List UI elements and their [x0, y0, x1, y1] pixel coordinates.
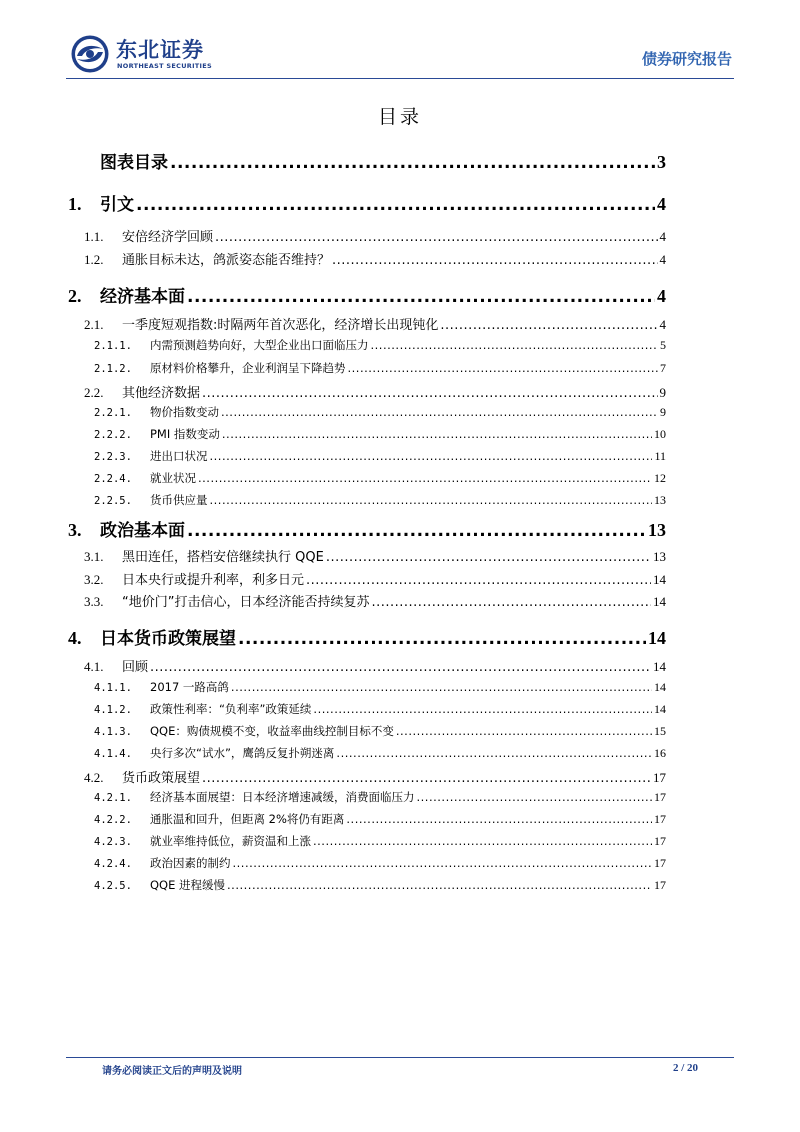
toc-dot-leader: [332, 253, 657, 268]
toc-entry-label: 黑田连任，搭档安倍继续执行 QQE: [122, 550, 324, 565]
toc-entry-label: 就业状况: [150, 471, 196, 485]
disclaimer-note: 请务必阅读正文后的声明及说明: [102, 1066, 242, 1077]
toc-dot-leader: [371, 595, 651, 610]
toc-entry-label: 原材料价格攀升，企业利润呈下降趋势: [150, 361, 346, 375]
toc-entry-number: 2.2.2.: [94, 429, 132, 441]
toc-entry[interactable]: [68, 382, 666, 401]
toc-entry-label: 通胀目标未达，鸽派姿态能否维持？: [122, 253, 331, 268]
toc-entry-label: 引文: [100, 195, 134, 215]
toc-entry[interactable]: [68, 314, 666, 333]
toc-entry[interactable]: [68, 679, 666, 695]
toc-entry-number: 4.2.5.: [94, 880, 132, 892]
toc-entry[interactable]: [68, 701, 666, 717]
toc-entry-page: 17: [654, 812, 666, 826]
toc-dot-leader: [306, 573, 651, 588]
report-type-label: 债券研究报告: [641, 50, 732, 68]
toc-dot-leader: [326, 550, 651, 565]
toc-entry-page: 17: [654, 878, 666, 892]
toc-entry[interactable]: [68, 148, 666, 173]
toc-entry[interactable]: [68, 656, 666, 675]
header-divider: [66, 78, 734, 79]
toc-entry[interactable]: [68, 811, 666, 827]
toc-entry[interactable]: [68, 723, 666, 739]
toc-entry-page: 17: [654, 856, 666, 870]
toc-entry-label: 进出口状况: [150, 449, 208, 463]
toc-entry-number: 4.2.: [84, 770, 104, 785]
toc-entry-page: 14: [653, 659, 666, 674]
toc-entry-number: 2.2.3.: [94, 451, 132, 463]
toc-dot-leader: [222, 427, 652, 441]
toc-entry[interactable]: [68, 492, 666, 508]
toc-dot-leader: [187, 521, 646, 541]
toc-entry-number: 2.2.: [84, 385, 104, 400]
toc-entry-label: 日本货币政策展望: [100, 629, 236, 649]
toc-dot-leader: [313, 834, 652, 848]
toc-entry-page: 4: [659, 317, 666, 332]
toc-entry-label: 政策性利率：“负利率”政策延续: [150, 702, 312, 716]
toc-entry-number: 2.1.1.: [94, 340, 132, 352]
toc-dot-leader: [170, 153, 655, 173]
toc-entry-label: 央行多次“试水”，鹰鸽反复扑朔迷离: [150, 746, 335, 760]
toc-dot-leader: [150, 660, 651, 675]
toc-entry[interactable]: [68, 855, 666, 871]
toc-entry[interactable]: [68, 569, 666, 588]
toc-entry-number: 2.2.5.: [94, 495, 132, 507]
toc-dot-leader: [238, 629, 646, 649]
toc-entry-number: 1.2.: [84, 252, 104, 267]
toc-entry-page: 5: [660, 338, 666, 352]
toc-entry[interactable]: [68, 448, 666, 464]
toc-entry-page: 17: [653, 770, 666, 785]
toc-entry-number: 2.: [68, 286, 82, 306]
toc-entry-number: 3.3.: [84, 594, 104, 609]
toc-dot-leader: [348, 361, 659, 375]
toc-entry-number: 4.1.: [84, 659, 104, 674]
toc-entry-number: 3.1.: [84, 549, 104, 564]
northeast-securities-logo-icon: [70, 34, 110, 74]
toc-dot-leader: [221, 405, 658, 419]
toc-dot-leader: [202, 386, 657, 401]
toc-dot-leader: [396, 724, 652, 738]
page-header: [62, 30, 738, 78]
toc-entry-page: 14: [648, 628, 666, 648]
toc-entry-page: 13: [653, 549, 666, 564]
toc-entry-label: PMI 指数变动: [150, 427, 220, 441]
toc-entry-label: 安倍经济学回顾: [122, 230, 214, 245]
toc-entry-number: 4.2.3.: [94, 836, 132, 848]
toc-entry-number: 2.2.1.: [94, 407, 132, 419]
page-indicator: 2 / 20: [672, 1062, 698, 1074]
toc-entry-number: 1.1.: [84, 229, 104, 244]
toc-dot-leader: [227, 878, 652, 892]
toc-entry[interactable]: [68, 546, 666, 565]
toc-entry-label: 一季度短观指数:时隔两年首次恶化，经济增长出现钝化: [122, 318, 439, 333]
logo-english-text: NORTHEAST SECURITIES: [117, 62, 212, 70]
toc-entry-page: 4: [657, 286, 666, 306]
toc-entry-page: 9: [659, 385, 666, 400]
toc-entry-number: 4.: [68, 628, 82, 648]
footer-divider: [66, 1057, 734, 1058]
toc-entry-page: 4: [657, 194, 666, 214]
toc-dot-leader: [136, 195, 655, 215]
toc-entry-page: 4: [659, 229, 666, 244]
toc-entry-label: 经济基本面展望：日本经济增速减缓，消费面临压力: [150, 790, 415, 804]
toc-entry[interactable]: [68, 226, 666, 245]
toc-entry-label: 政治基本面: [100, 521, 185, 541]
toc-entry[interactable]: [68, 360, 666, 376]
toc-entry-page: 13: [648, 520, 666, 540]
toc-entry-label: 其他经济数据: [122, 386, 201, 401]
toc-dot-leader: [233, 856, 653, 870]
toc-entry[interactable]: [68, 426, 666, 442]
toc-entry-label: QQE：购债规模不变，收益率曲线控制目标不变: [150, 724, 394, 738]
toc-entry-number: 2.2.4.: [94, 473, 132, 485]
toc-entry[interactable]: [68, 516, 666, 541]
toc-dot-leader: [202, 771, 651, 786]
toc-entry-label: 日本央行或提升利率，利多日元: [122, 573, 305, 588]
toc-dot-leader: [231, 680, 652, 694]
toc-entry-page: 17: [654, 790, 666, 804]
logo-chinese-text: 东北证券: [116, 38, 204, 62]
toc-entry-page: 16: [654, 746, 666, 760]
toc-entry-number: 4.1.4.: [94, 748, 132, 760]
toc-entry-label: QQE 进程缓慢: [150, 878, 226, 892]
toc-entry-number: 2.1.2.: [94, 363, 132, 375]
toc-dot-leader: [440, 318, 657, 333]
toc-entry-number: 4.2.2.: [94, 814, 132, 826]
toc-entry-page: 9: [660, 405, 666, 419]
toc-entry-number: 4.2.1.: [94, 792, 132, 804]
toc-entry-label: 经济基本面: [100, 287, 185, 307]
toc-entry-number: 4.1.1.: [94, 682, 132, 694]
toc-entry[interactable]: [68, 789, 666, 805]
toc-entry-number: 3.2.: [84, 572, 104, 587]
toc-entry[interactable]: [68, 404, 666, 420]
toc-entry[interactable]: [68, 282, 666, 307]
toc-entry-number: 1.: [68, 194, 82, 214]
toc-entry-page: 15: [654, 724, 666, 738]
toc-entry-number: 2.1.: [84, 317, 104, 332]
toc-dot-leader: [417, 790, 653, 804]
toc-dot-leader: [210, 449, 653, 463]
toc-entry-page: 4: [659, 252, 666, 267]
company-logo: [70, 34, 330, 76]
toc-dot-leader: [371, 338, 659, 352]
toc-entry-page: 14: [654, 702, 666, 716]
toc-dot-leader: [187, 287, 655, 307]
toc-entry-label: 就业率维持低位，薪资温和上涨: [150, 834, 311, 848]
toc-entry-number: 4.1.3.: [94, 726, 132, 738]
toc-entry-label: 物价指数变动: [150, 405, 219, 419]
toc-entry-number: 3.: [68, 520, 82, 540]
toc-entry-label: 回顾: [122, 660, 149, 675]
toc-entry-number: 4.1.2.: [94, 704, 132, 716]
toc-dot-leader: [215, 230, 657, 245]
toc-entry-label: 2017 一路高鸽: [150, 680, 229, 694]
toc-dot-leader: [210, 493, 653, 507]
toc-dot-leader: [346, 812, 652, 826]
toc-entry[interactable]: [68, 745, 666, 761]
toc-dot-leader: [198, 471, 652, 485]
toc-entry[interactable]: [68, 624, 666, 649]
toc-entry[interactable]: [68, 190, 666, 215]
toc-dot-leader: [313, 702, 652, 716]
toc-entry-label: 货币政策展望: [122, 771, 201, 786]
toc-entry-label: 政治因素的制约: [150, 856, 231, 870]
toc-entry[interactable]: [68, 337, 666, 353]
toc-entry-page: 14: [653, 572, 666, 587]
toc-entry[interactable]: [68, 470, 666, 486]
toc-entry-label: 内需预测趋势向好，大型企业出口面临压力: [150, 338, 369, 352]
toc-entry-label: 货币供应量: [150, 493, 208, 507]
toc-entry-page: 17: [654, 834, 666, 848]
toc-entry-page: 14: [653, 594, 666, 609]
toc-entry-number: 4.2.4.: [94, 858, 132, 870]
toc-title: 目录: [377, 106, 422, 128]
toc-dot-leader: [336, 746, 652, 760]
toc-entry-page: 13: [654, 493, 666, 507]
toc-entry-page: 10: [654, 427, 666, 441]
toc-entry-page: 11: [654, 449, 666, 463]
toc-entry-label: “地价门”打击信心，日本经济能否持续复苏: [122, 595, 370, 610]
toc-entry-page: 14: [654, 680, 666, 694]
toc-entry[interactable]: [68, 877, 666, 893]
toc-entry-page: 7: [660, 361, 666, 375]
toc-entry[interactable]: [68, 249, 666, 268]
toc-entry-page: 12: [654, 471, 666, 485]
toc-entry-label: 图表目录: [100, 153, 168, 173]
toc-entry[interactable]: [68, 833, 666, 849]
toc-entry-label: 通胀温和回升，但距离 2%将仍有距离: [150, 812, 345, 826]
toc-entry-page: 3: [657, 152, 666, 172]
toc-entry[interactable]: [68, 767, 666, 786]
toc-entry[interactable]: [68, 591, 666, 610]
